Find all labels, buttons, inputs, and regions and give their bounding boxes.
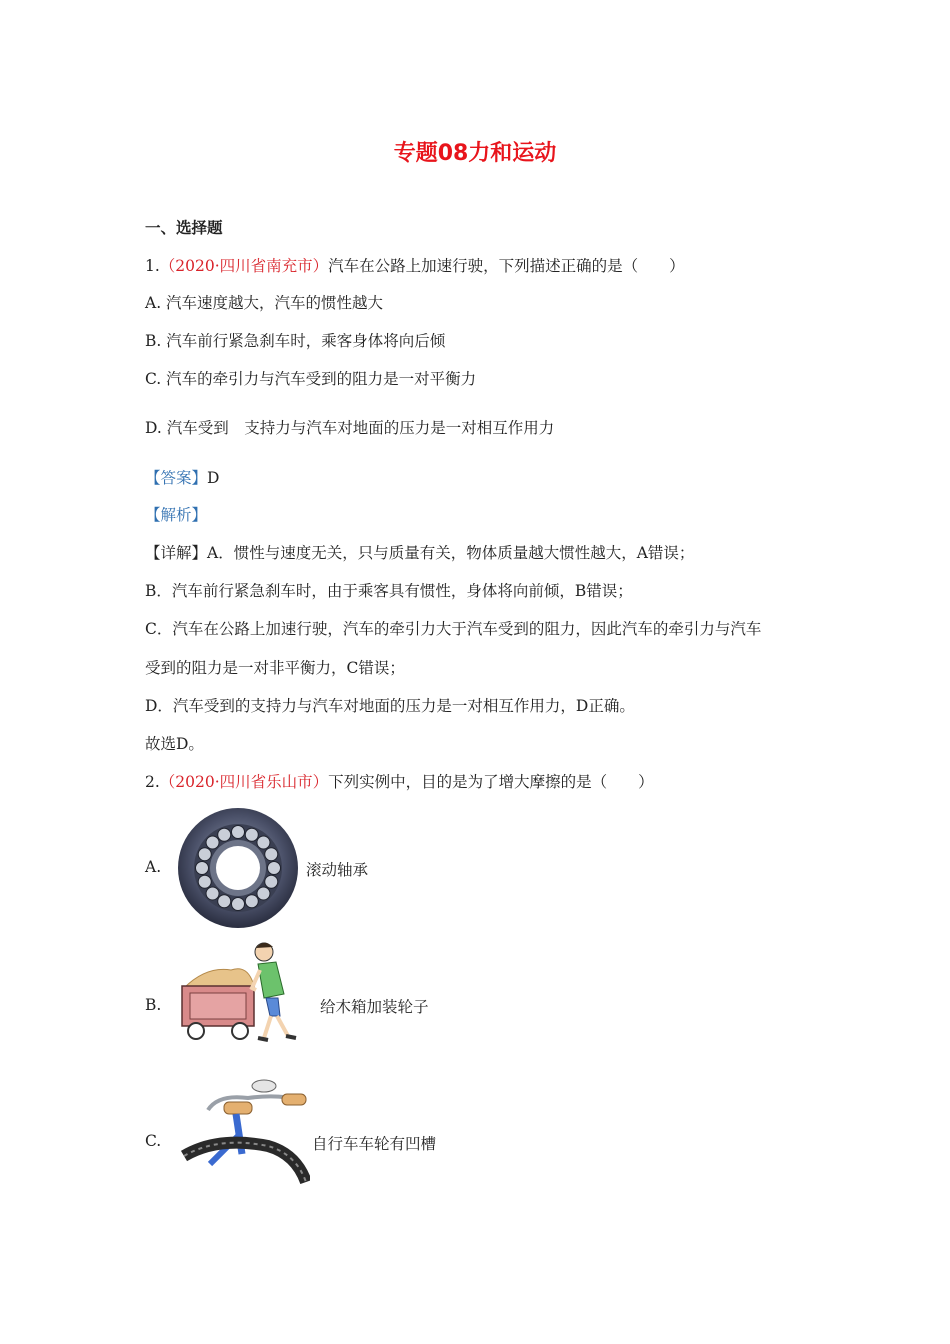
q2-option-a-text: 滚动轴承	[306, 861, 369, 879]
answer-line	[145, 466, 219, 488]
detail-line-5: D．汽车受到的支持力与汽车对地面的压力是一对相互作用力，D正确。	[145, 697, 635, 715]
question-2-stem	[145, 770, 654, 792]
question-source: （2020·四川省乐山市）	[159, 773, 329, 791]
cart-pushing-icon	[176, 938, 306, 1048]
bearing-ball	[245, 895, 258, 908]
option-c: C. 汽车的牵引力与汽车受到的阻力是一对平衡力	[145, 370, 477, 388]
option-b: B. 汽车前行紧急刹车时，乘客身体将向后倾	[145, 332, 446, 350]
question-number: 2.	[145, 773, 160, 791]
detail-line-4: 受到的阻力是一对非平衡力，C错误；	[145, 659, 405, 677]
bearing-ball	[206, 836, 219, 849]
question-1-stem	[145, 254, 685, 276]
detail-line-6: 故选D。	[145, 735, 204, 753]
question-source: （2020·四川省南充市）	[159, 257, 329, 275]
answer-tag: 【答案】	[145, 469, 208, 487]
question-text: 汽车在公路上加速行驶，下列描述正确的是（ ）	[328, 257, 685, 275]
question-number: 1.	[145, 257, 160, 275]
bearing-ball	[268, 862, 281, 875]
bearing-ball	[232, 826, 245, 839]
bearing-ball	[257, 887, 270, 900]
section-heading: 一、选择题	[145, 219, 223, 237]
q2-option-a-label: A.	[145, 858, 162, 876]
q2-option-b-label: B.	[145, 996, 162, 1014]
option-a: A. 汽车速度越大，汽车的惯性越大	[145, 294, 384, 312]
q2-option-c-text: 自行车车轮有凹槽	[312, 1135, 437, 1153]
detail-line-2: B．汽车前行紧急刹车时，由于乘客具有惯性，身体将向前倾，B错误；	[145, 582, 633, 600]
bearing-ball	[218, 828, 231, 841]
ball-bearing-icon	[176, 806, 300, 930]
question-text: 下列实例中，目的是为了增大摩擦的是（ ）	[328, 773, 654, 791]
bearing-ball	[198, 848, 211, 861]
bearing-ball	[198, 875, 211, 888]
bicycle-wheel-icon	[178, 1074, 310, 1184]
detail-line-1: 【详解】A．惯性与速度无关，只与质量有关，物体质量越大惯性越大，A错误；	[145, 544, 695, 562]
detail-tag: 【详解】	[145, 544, 208, 562]
bearing-ball	[245, 828, 258, 841]
bearing-ball	[232, 898, 245, 911]
bearing-ball	[265, 875, 278, 888]
bearing-ball	[257, 836, 270, 849]
bearing-ball	[265, 848, 278, 861]
analysis-tag: 【解析】	[145, 506, 208, 524]
q2-option-c-label: C.	[145, 1132, 162, 1150]
bearing-ball	[196, 862, 209, 875]
bearing-ball	[218, 895, 231, 908]
bearing-ball	[206, 887, 219, 900]
q2-option-b-text: 给木箱加装轮子	[320, 998, 429, 1016]
detail-line-3: C．汽车在公路上加速行驶，汽车的牵引力大于汽车受到的阻力，因此汽车的牵引力与汽车	[145, 620, 762, 638]
page-title: 专题08力和运动	[393, 141, 557, 166]
option-d: D. 汽车受到 支持力与汽车对地面的压力是一对相互作用力	[145, 419, 555, 437]
answer-value: D	[207, 469, 220, 487]
